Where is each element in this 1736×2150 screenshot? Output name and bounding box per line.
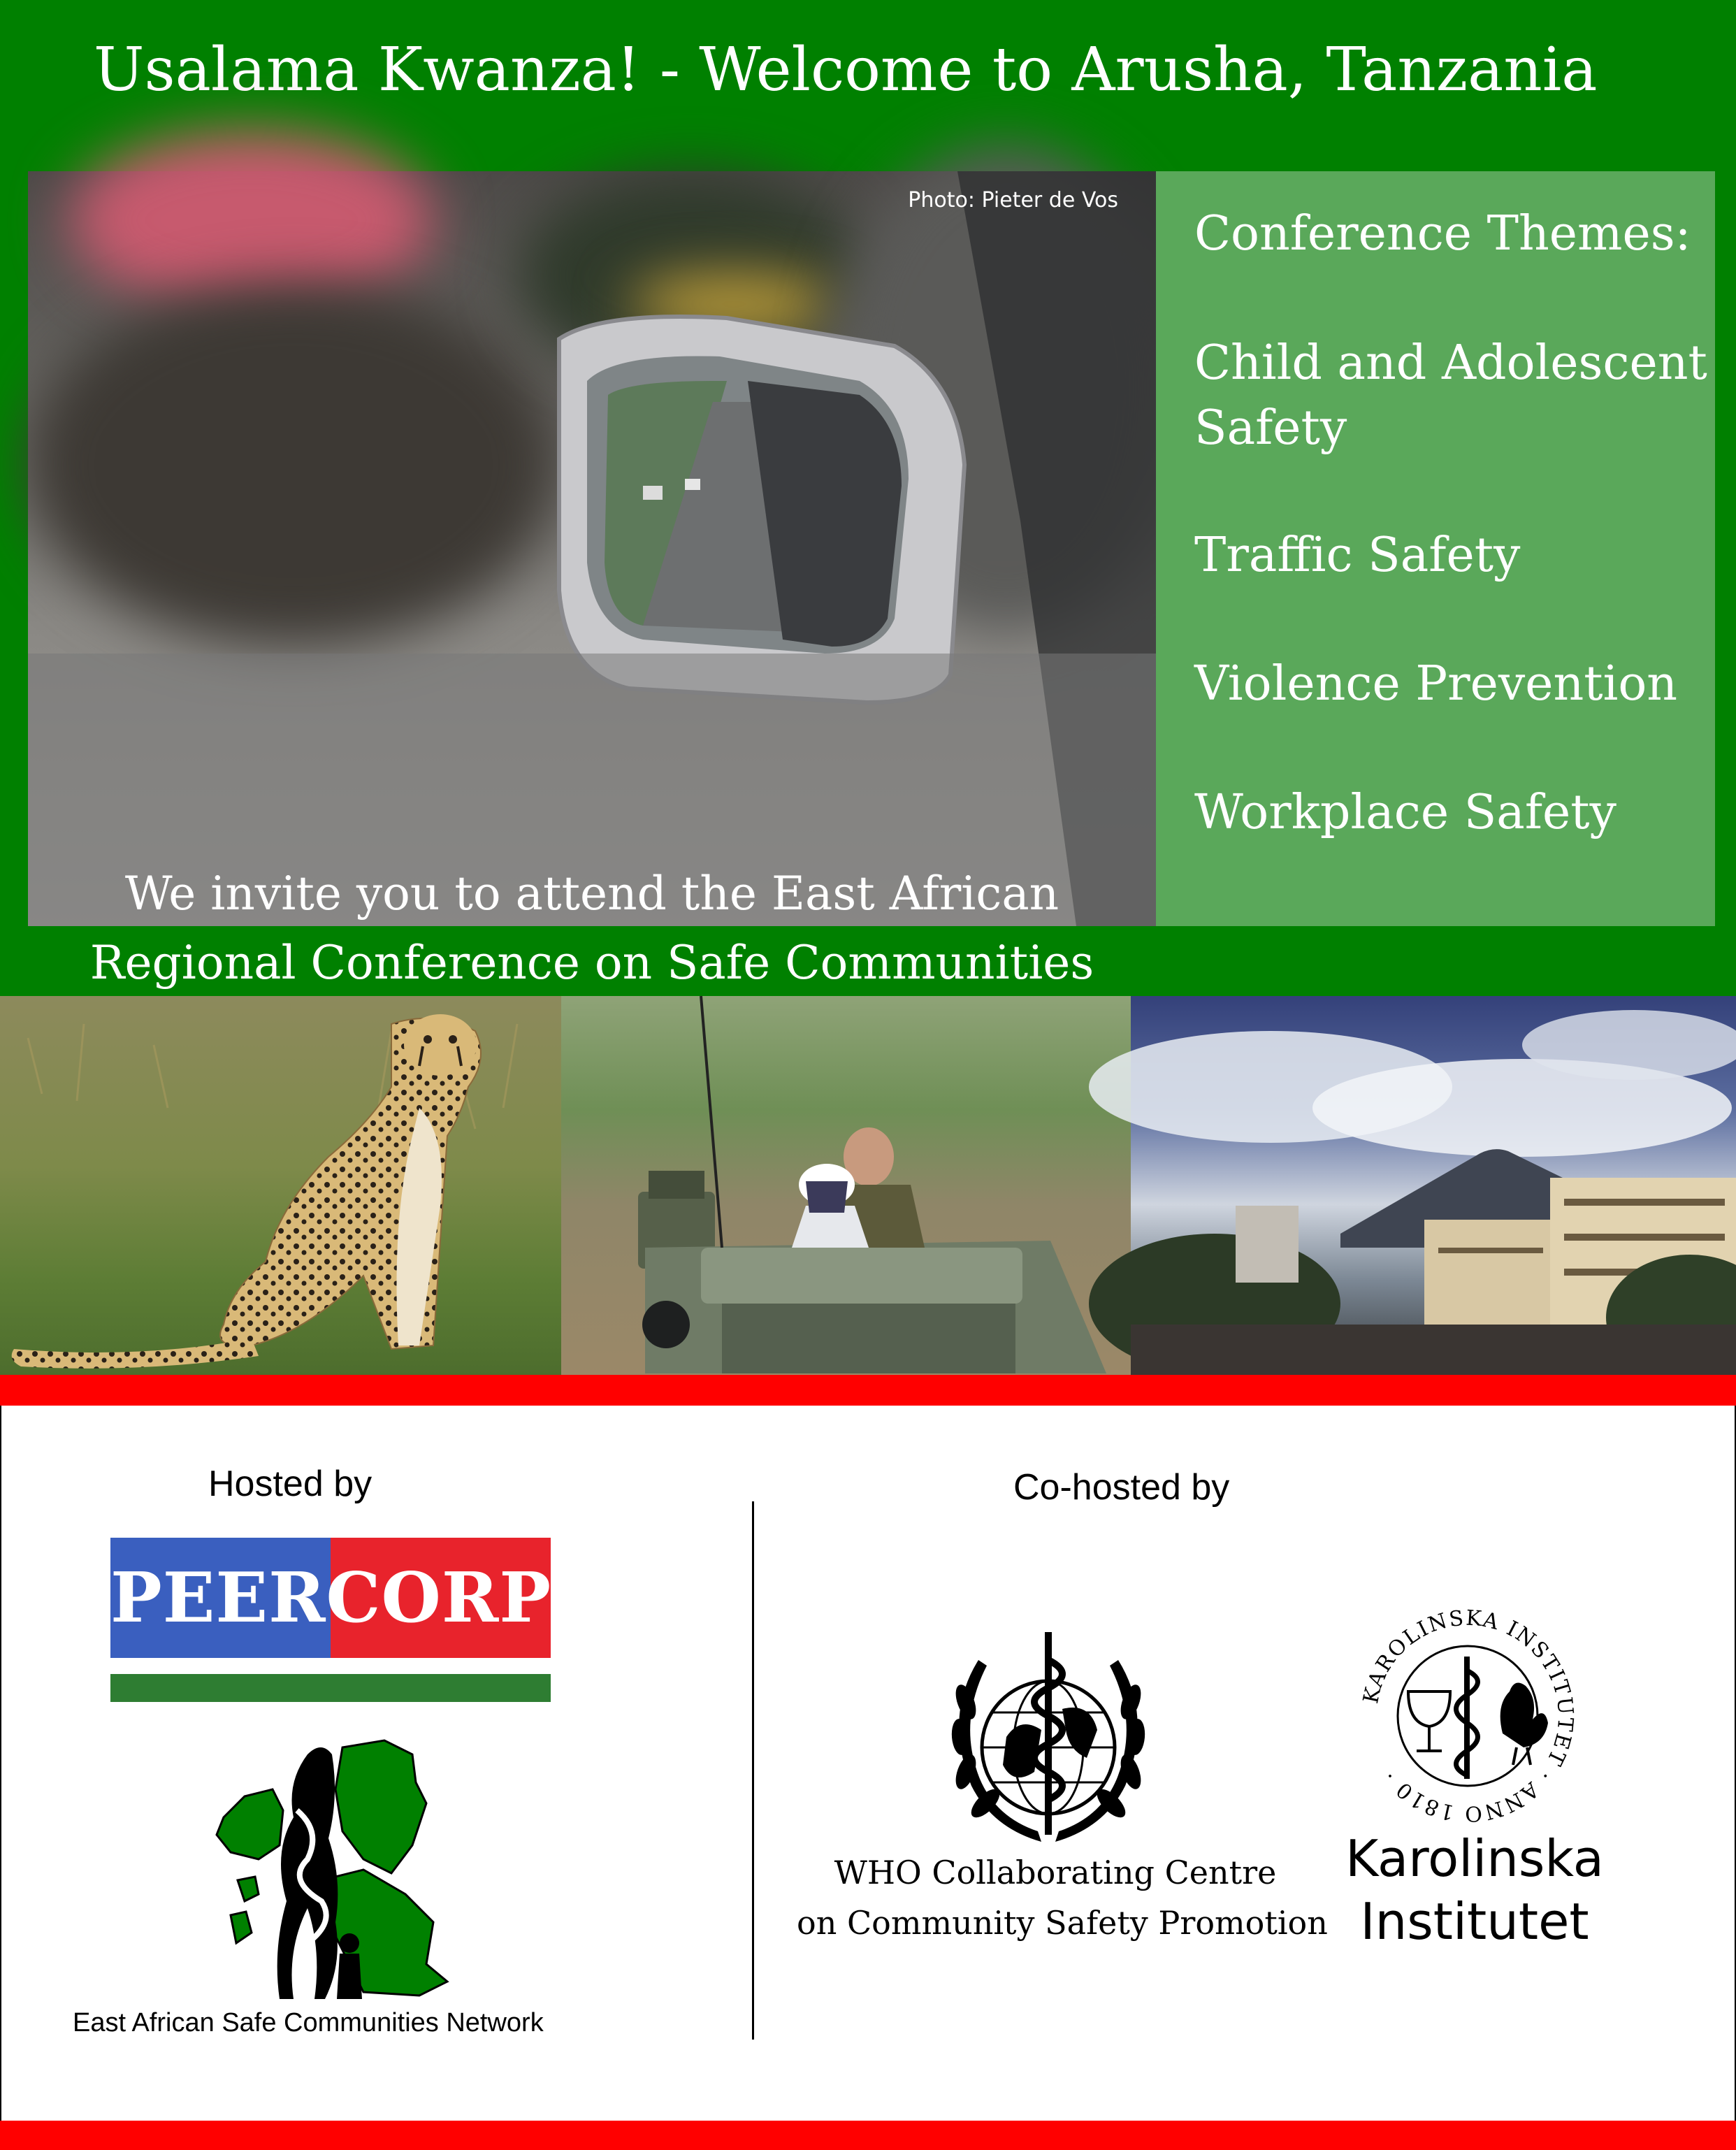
photo-strip — [0, 996, 1736, 1375]
themes-heading: Conference Themes: — [1194, 206, 1691, 261]
safari-jeep-photo — [561, 996, 1131, 1375]
theme-child-adolescent-line-2: Safety — [1194, 401, 1347, 456]
cohosted-by-label: Co-hosted by — [1013, 1467, 1230, 1508]
photo-credit: Photo: Pieter de Vos — [908, 188, 1118, 212]
arusha-city-photo — [1131, 996, 1736, 1375]
conference-themes-panel — [1156, 171, 1715, 926]
section-divider — [752, 1501, 754, 2040]
invitation-line-1: We invite you to attend the East African — [124, 867, 1059, 921]
hero-photo — [28, 171, 1156, 990]
easc-network-logo — [203, 1740, 496, 2006]
header-banner — [0, 0, 1736, 996]
who-emblem — [930, 1632, 1167, 1849]
red-stripe-top — [0, 1375, 1736, 1406]
invitation-line-2: Regional Conference on Safe Communities — [89, 936, 1094, 990]
safari-illustration — [561, 996, 1131, 1375]
peercorps-logo-text: PEERCORPS — [110, 1558, 602, 1638]
who-caption-line-2: on Community Safety Promotion — [797, 1904, 1328, 1942]
karolinska-seal — [1352, 1601, 1583, 1831]
who-caption-line-1: WHO Collaborating Centre — [834, 1854, 1277, 1891]
city-illustration — [1131, 996, 1736, 1375]
karolinska-name-line-1: Karolinska — [1345, 1829, 1604, 1888]
cheetah-photo — [0, 996, 561, 1375]
theme-violence-prevention: Violence Prevention — [1194, 656, 1678, 712]
peercorps-logo — [110, 1538, 602, 1705]
peercorps-logo-green-bar — [110, 1674, 551, 1702]
red-stripe-bottom — [0, 2121, 1736, 2150]
easc-network-name: East African Safe Communities Network — [73, 2008, 544, 2037]
theme-workplace-safety: Workplace Safety — [1194, 785, 1616, 840]
hosted-by-label: Hosted by — [208, 1464, 372, 1504]
karolinska-name-line-2: Institutet — [1360, 1892, 1589, 1951]
theme-child-adolescent-line-1: Child and Adolescent — [1194, 336, 1707, 391]
seal-ring-text: KAROLINSKA INSTITUTET · ANNO 1810 · — [1359, 1606, 1578, 1826]
theme-traffic-safety: Traffic Safety — [1194, 528, 1521, 583]
page-title: Usalama Kwanza! - Welcome to Arusha, Tanzania — [94, 35, 1598, 105]
invitation-box — [28, 654, 1156, 990]
cheetah-illustration — [0, 996, 561, 1375]
